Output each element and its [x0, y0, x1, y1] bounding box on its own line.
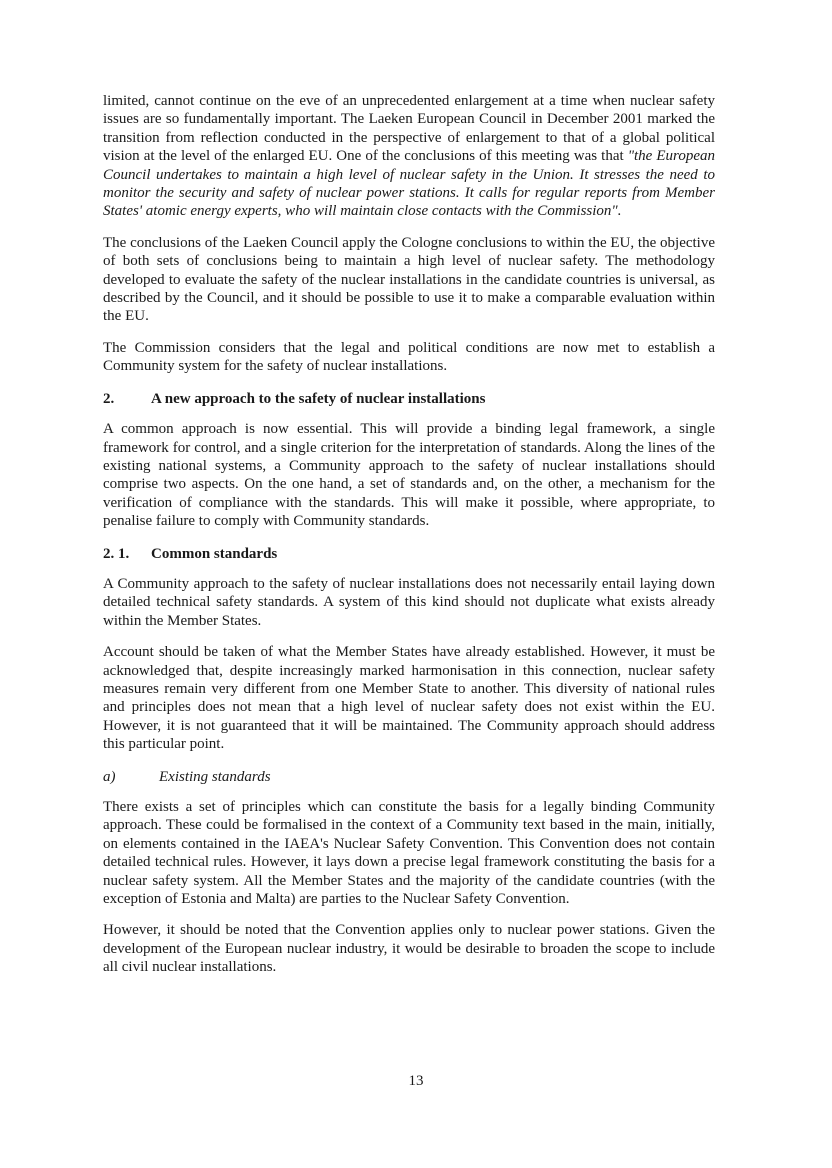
paragraph-commission-considers: The Commission considers that the legal and political conditions are now met to establish a Community system for the safety of nuclear installations.: [103, 339, 715, 375]
section-heading-common-standards: [103, 545, 715, 563]
paragraph-community-approach: A Community approach to the safety of nuclear installations does not necessarily entail laying down detailed technical safety standards. A system of this kind should not duplicate what exists already within the Member States.: [103, 575, 715, 629]
council-quote: "the European Council undertakes to maintain a high level of nuclear safety in the Union. It stresses the need to monitor the security and safety of nuclear power stations. It calls for regular reports from Member States' atomic energy experts, who will maintain close contacts with the Commission".: [103, 148, 715, 220]
section-title: A new approach to the safety of nuclear installations: [151, 390, 486, 407]
paragraph-laeken-intro: [103, 92, 715, 221]
paragraph-convention-scope: However, it should be noted that the Convention applies only to nuclear power stations. Given the development of the European nuclear industry, it would be desirable to broaden the scope to include all civil nuclear installations.: [103, 922, 715, 976]
paragraph-account-member-states: Account should be taken of what the Member States have already established. However, it must be acknowledged that, despite increasingly marked harmonisation in this connection, nuclear safety measures remain very different from one Member State to another. This diversity of national rules and principles does not mean that a high level of nuclear safety does not exist within the EU. However, it is not guaranteed that it will be maintained. The Community approach should address this particular point.: [103, 644, 715, 753]
paragraph-common-approach: A common approach is now essential. This will provide a binding legal framework, a single framework for control, and a single criterion for the interpretation of standards. Along the lines of the existing national systems, a Community approach to the safety of nuclear installations should comprise two aspects. On the one hand, a set of standards and, on the other, a mechanism for the verification of compliance with the standards. This will make it possible, where appropriate, to penalise failure to comply with Community standards.: [103, 421, 715, 530]
subsection-heading-existing-standards: [103, 768, 715, 786]
page-number: 13: [408, 1073, 424, 1089]
subsection-title: Existing standards: [159, 768, 271, 785]
paragraph-laeken-conclusions: The conclusions of the Laeken Council apply the Cologne conclusions to within the EU, the objective of both sets of conclusions being to maintain a high level of nuclear safety. The methodology developed to evaluate the safety of the nuclear installations in the candidate countries is universal, as described by the Council, and it should be possible to use it to make a comparable evaluation within the EU.: [103, 234, 715, 325]
section-title: Common standards: [151, 545, 278, 562]
document-body: [103, 92, 715, 990]
subsection-number: a): [103, 768, 116, 785]
paragraph-set-of-principles: There exists a set of principles which can constitute the basis for a legally binding Community approach. These could be formalised in the context of a Community text based in the main, initially, on elements contained in the IAEA's Nuclear Safety Convention. This Convention does not contain detailed technical rules. However, it lays down a precise legal framework constituting the basis for a nuclear safety system. All the Member States and the majority of the candidate countries (with the exception of Estonia and Malta) are parties to the Nuclear Safety Convention.: [103, 799, 715, 908]
paragraph-text: limited, cannot continue on the eve of an unprecedented enlargement at a time when nuclear safety issues are so fundamentally important. The Laeken European Council in December 2001 marked the transition from reflection conducted in the perspective of enlargement to that of a global political vision at the level of the enlarged EU. One of the conclusions of this meeting was that: [103, 93, 715, 165]
section-number: 2. 1.: [103, 545, 130, 562]
section-heading-new-approach: [103, 390, 715, 408]
section-number: 2.: [103, 390, 115, 407]
